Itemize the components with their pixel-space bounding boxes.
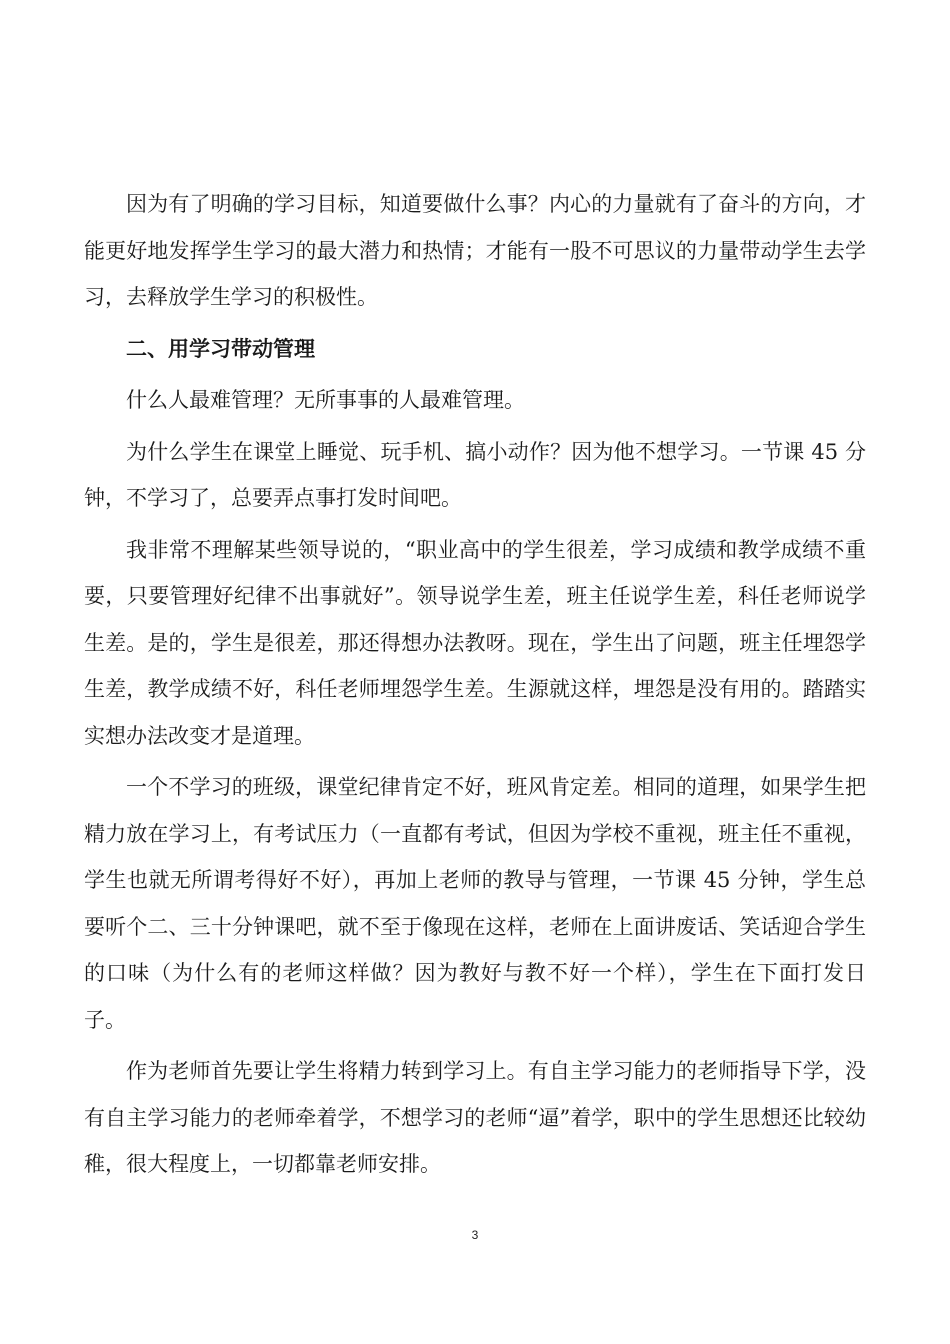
paragraph-6: 作为老师首先要让学生将精力转到学习上。有自主学习能力的老师指导下学，没有自主学习能力的老师牵着学，不想学习的老师“逼”着学，职中的学生思想还比较幼稚，很大程度上，一切都靠老师安排。 — [84, 1059, 866, 1176]
paragraph-2: 什么人最难管理？无所事事的人最难管理。 — [126, 388, 525, 412]
page-number: 3 — [471, 1228, 479, 1242]
paragraph-3: 为什么学生在课堂上睡觉、玩手机、搞小动作？因为他不想学习。一节课 45 分钟，不学习了，总要弄点事打发时间吧。 — [84, 439, 866, 510]
document-body — [84, 181, 866, 1193]
paragraph-1: 因为有了明确的学习目标，知道要做什么事？内心的力量就有了奋斗的方向，才能更好地发挥学生学习的最大潜力和热情；才能有一股不可思议的力量带动学生去学习，去释放学生学习的积极性。 — [84, 192, 866, 309]
section-heading: 二、用学习带动管理 — [126, 336, 315, 361]
paragraph-5: 一个不学习的班级，课堂纪律肯定不好，班风肯定差。相同的道理，如果学生把精力放在学习上，有考试压力（一直都有考试，但因为学校不重视，班主任不重视，学生也就无所谓考得好不好），再加上老师的教导与管理，一节课 45 分钟，学生总要听个二、三十分钟课吧，就不至于像现在这样，老师在上面讲废话、笑话迎合学生的口味（为什么有的老师这样做？因为教好与教不好一个样），学生在下面打发日子。 — [84, 775, 866, 1032]
paragraph-4: 我非常不理解某些领导说的，“职业高中的学生很差，学习成绩和教学成绩不重要，只要管理好纪律不出事就好”。领导说学生差，班主任说学生差，科任老师说学生差。是的，学生是很差，那还得想办法教呀。现在，学生出了问题，班主任埋怨学生差，教学成绩不好，科任老师埋怨学生差。生源就这样，埋怨是没有用的。踏踏实实想办法改变才是道理。 — [84, 537, 866, 748]
